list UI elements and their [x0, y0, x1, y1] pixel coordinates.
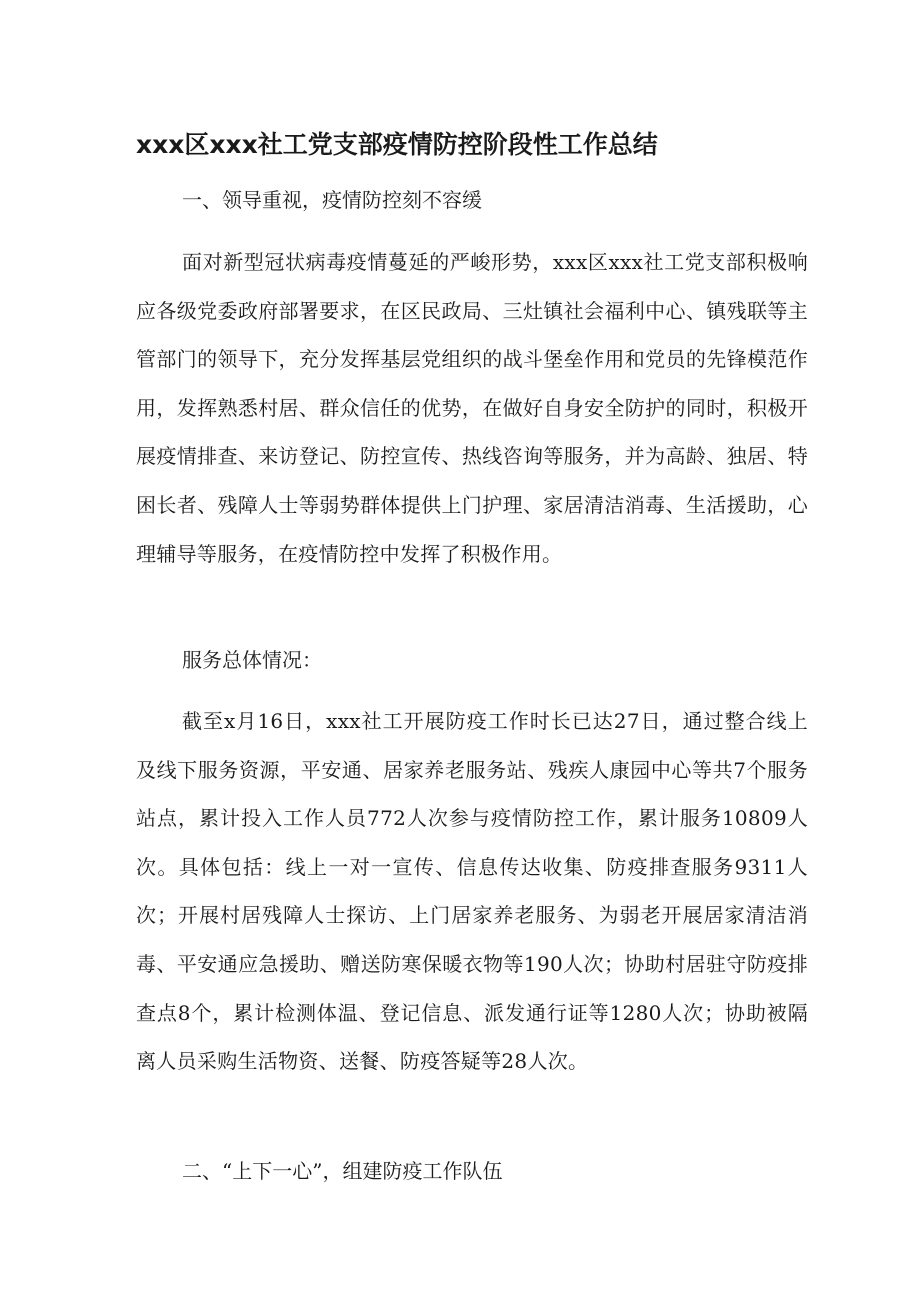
paragraph-2: 截至x月16日，xxx社工开展防疫工作时长已达27日，通过整合线上及线下服务资源，平安通、居家养老服务站、残疾人康园中心等共7个服务站点，累计投入工作人员772人次参与疫情防控工作，累计服务10809人次。具体包括：线上一对一宣传、信息传达收集、防疫排查服务9311人次；开展村居残障人士探访、上门居家养老服务、为弱老开展居家清洁消毒、平安通应急援助、赠送防寒保暖衣物等190人次；协助村居驻守防疫排查点8个，累计检测体温、登记信息、派发通行证等1280人次；协助被隔离人员采购生活物资、送餐、防疫答疑等28人次。: [136, 709, 808, 1074]
section-1-heading: 一、领导重视，疫情防控刻不容缓: [182, 188, 482, 212]
document-title: xxx区xxx社工党支部疫情防控阶段性工作总结: [136, 130, 658, 159]
section-2-heading: 二、“上下一心”，组建防疫工作队伍: [182, 1159, 503, 1183]
service-overview-heading: 服务总体情况：: [182, 648, 322, 672]
paragraph-1: 面对新型冠状病毒疫情蔓延的严峻形势，xxx区xxx社工党支部积极响应各级党委政府部署要求，在区民政局、三灶镇社会福利中心、镇残联等主管部门的领导下，充分发挥基层党组织的战斗堡垒作用和党员的先锋模范作用，发挥熟悉村居、群众信任的优势，在做好自身安全防护的同时，积极开展疫情排查、来访登记、防控宣传、热线咨询等服务，并为高龄、独居、特困长者、残障人士等弱势群体提供上门护理、家居清洁消毒、生活援助，心理辅导等服务，在疫情防控中发挥了积极作用。: [136, 250, 808, 566]
